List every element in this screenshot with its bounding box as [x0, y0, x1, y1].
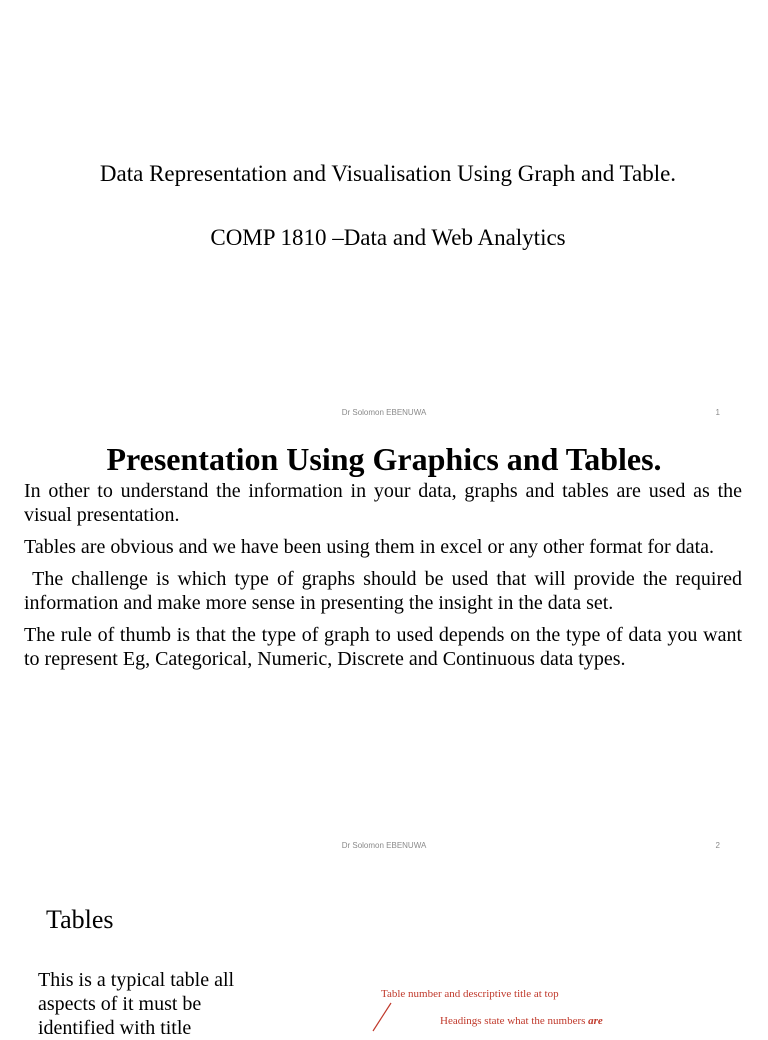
slide-3 — [0, 866, 768, 1039]
annotated-table-figure — [295, 971, 725, 1031]
table-title-annotation: Table number and descriptive title at top — [381, 988, 559, 1000]
slide-2-body — [24, 479, 748, 679]
headings-annotation-text: Headings state what the numbers — [440, 1015, 586, 1027]
slide-2-footer-author: Dr Solomon EBENUWA — [341, 841, 427, 850]
slide-2-paragraph-3: The challenge is which type of graphs should be used that will provide the required information and make more sense in presenting the insight in the data set. — [24, 568, 748, 614]
slide-2 — [0, 433, 768, 866]
headings-annotation — [440, 1015, 603, 1027]
slide-1-subtitle: COMP 1810 –Data and Web Analytics — [210, 225, 566, 250]
slide-2-page-number: 2 — [715, 841, 720, 850]
slide-1-page-number: 1 — [715, 408, 720, 417]
slide-3-heading: Tables — [46, 905, 114, 934]
slide-1 — [0, 0, 768, 433]
slide-3-body: This is a typical table all aspects of it must be identified with title — [38, 969, 235, 1039]
slide-2-paragraph-4: The rule of thumb is that the type of graph to used depends on the type of data you want to represent Eg, Categorical, Numeric, Discrete and Continuous data types. — [24, 624, 742, 670]
slide-1-title: Data Representation and Visualisation Using Graph and Table. — [99, 161, 677, 186]
slide-1-footer-author: Dr Solomon EBENUWA — [341, 408, 427, 417]
slide-2-paragraph-1: In other to understand the information in your data, graphs and tables are used as the visual presentation. — [24, 480, 742, 526]
slide-2-heading: Presentation Using Graphics and Tables. — [106, 441, 662, 477]
slide-2-paragraph-2: Tables are obvious and we have been using them in excel or any other format for data. — [24, 536, 715, 558]
annotation-arrow-icon — [355, 1001, 395, 1031]
headings-annotation-emphasis: are — [588, 1015, 603, 1027]
